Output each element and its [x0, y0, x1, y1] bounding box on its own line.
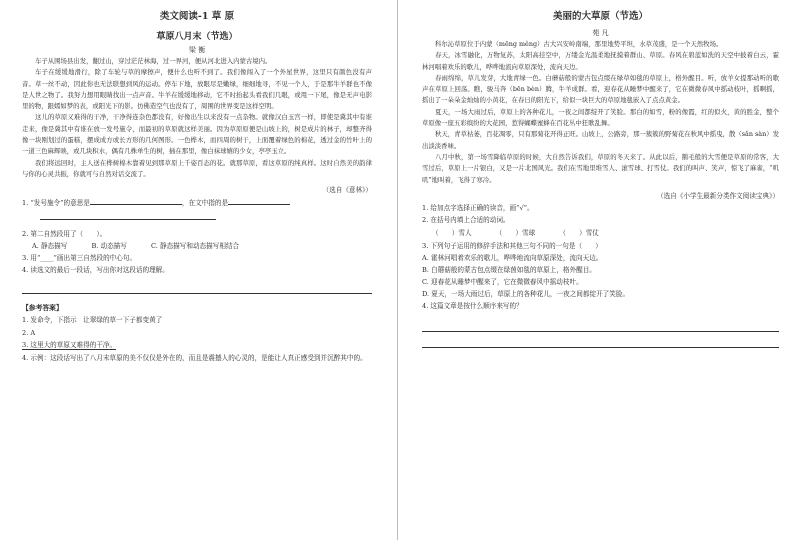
option-b[interactable]: B. 动态描写: [91, 242, 127, 251]
question-2-blanks: [422, 226, 779, 240]
answer-key: [22, 302, 372, 364]
source-citation: （选自《意林》）: [322, 186, 372, 195]
questions-section: [422, 202, 779, 348]
option-a[interactable]: A. 静态描写: [32, 242, 68, 251]
page-title: 类文阅读-1 草 原: [159, 11, 235, 22]
article-paragraph: 科尔沁草原位于内蒙（mēng měng）古大兴安岭南端，那里地势平坦，水草茂盛，是一个天然牧场。: [435, 40, 723, 48]
question-4: 4. 读选文的最后一段话，写出你对这段话的理解。: [22, 266, 169, 275]
left-page: [0, 0, 396, 540]
question-2: 2. 在括号内填上合适的动词。: [422, 215, 510, 224]
question-2-options: [22, 240, 372, 252]
option-b[interactable]: B. 白蘑菇般的蒙古包点缀在绿茵如毯的草原上，格外醒目。: [422, 265, 596, 274]
article-paragraph: 春雨绵绵，草儿发芽，大地青绿一色。白蘑菇般的蒙古包点缀在绿草如毯的草原上，格外醒目。听，放羊女提那动听的歌声在草原上回荡。瞧，骏马奔（bēn bèn）腾，牛羊成群。看，迎春花从睡梦中醒来了，它在微微春风中摇动枝叶，摇啊摇，摇出了一朵朵金灿灿的小黄花，在春日的阳光下，给似一块巨大的草原地毯嵌入了点点黄金。: [422, 73, 779, 105]
answer-blank[interactable]: [90, 196, 182, 205]
question-1: 1. “发号施令”的意思是 ，在文中指的是: [22, 196, 372, 209]
question-3: 3. 下列句子运用的修辞手法和其他三句不同的一句是（ ）: [422, 241, 602, 250]
answer-blank[interactable]: [40, 209, 216, 220]
answer-4: 4. 示例：这段话写出了八月末草原的美不仅仅是外在的，而且是震撼人的心灵的，是能让人真正感受到并沉醉其中的。: [22, 354, 367, 363]
article-paragraph: 车子从围场县出发，翻过山，穿过茫茫林海，过一界河，便从河北进入内蒙古境内。: [35, 57, 272, 65]
fill-item[interactable]: （ ）雪仗: [559, 228, 599, 237]
answer-key-header: 【参考答案】: [22, 304, 63, 313]
fill-item[interactable]: （ ）雪球: [495, 228, 536, 237]
answer-line[interactable]: [422, 320, 779, 332]
article-paragraph: 车子在缓缓地滑行，除了车轮与草的摩擦声，便什么也听不到了。我们像闯入了一个外星世界，这里只有颜色没有声音。草一丝不动，因此你也无法联想到风的运动。停车下地，放眼尽是嫩绿，细细地寻，不见一个人，于是那牛羊群也不像是人世之物了。我努力想用眼睛找出一点声音。牛羊在缓缓地移动，它不时抬起头看我们几眼，或甩一下尾，像是无声电影里的物，跟嫣如梦的表，或阳光下的影。仿佛造空气也没有了，周围的世界变是这样空明。: [22, 68, 372, 111]
article-paragraph: 这儿的草原又难得的干净，干净得连杂色都没有，好像出生以来没有一点杂物。就像汉白玉宫一样，即使是冀其中有谁走来，像是冀其中有谁在放一发号施令，而最初的草原就这样美丽。因为草原原便是山坡上的，树是成片的林子，却整齐得像一块刚划过的蛋糕，摆成成方或长方形的几何图形。一色桦木，而四周的树干，上面覆着绿色的棉花，透过金的竹叶上的一道三色麻辉映，或几块积水，偶有几株单生的树，插在那里，像白袜球嬉的少女，亭亭玉立。: [22, 113, 372, 156]
page-title: 美丽的大草原（节选）: [552, 11, 648, 22]
questions-section: [22, 196, 372, 294]
question-2: 2. 第二自然段用了（ ）。: [22, 230, 107, 239]
answer-3: 3. 这里大的草原又难得的干净。: [22, 341, 117, 350]
article-title: 草原八月末（节选）: [156, 32, 238, 42]
article-paragraph: 秋天，青草枯萎，百花凋零，只有那菊花开得正旺。山坡上，公路旁，那一簇簇的野菊花在秋风中摇曳，散（sǎn sàn）发出淡淡香味。: [422, 130, 779, 150]
source-citation: （选自《小学生最新分类作文阅读宝典》）: [657, 191, 779, 200]
option-c[interactable]: C. 静态描写和动态描写相结合: [150, 242, 240, 251]
right-page: [400, 0, 797, 540]
answer-2: 2. A: [22, 328, 36, 337]
answer-1: 1. 发命令，下指示 让翠绿的草一下子都变黄了: [22, 316, 163, 325]
question-1: 1. 给加点字选择正确的读音，画“√”。: [422, 203, 534, 212]
fill-item[interactable]: （ ）雪人: [432, 228, 472, 237]
option-a[interactable]: A. 霍林河唱着欢乐的歌儿，哗哗地流向草原深处，流向天边。: [422, 253, 603, 262]
answer-line[interactable]: [422, 336, 779, 348]
question-4: 4. 这篇文章是按什么顺序来写的？: [422, 301, 523, 310]
question-3: 3. 用“____”画出第三自然段的中心句。: [22, 254, 137, 263]
article-paragraph: 春天，冰雪融化，万物复苏，太阳高挂空中，万缕金光温柔地抚摸着群山、草原。春风在碧蓝如洗的天空中披着白云，霍林河唱着欢乐的歌儿，哗哗地流向草原深处，流向天边。: [422, 51, 779, 71]
article-paragraph: 夏天，一场大雨过后，草原上的各种花儿，一夜之间都绽开了笑脸。那白的如雪，粉的像霞，红的似火，黄的胜金，整个草原像一座五彩缤纷的大花园，惹得蝴蝶蜜蜂在百花丛中狂歌乱舞。: [422, 107, 779, 128]
author: 苑 凡: [592, 29, 609, 37]
page-divider: [397, 0, 398, 540]
option-c[interactable]: C. 迎春花从睡梦中醒来了，它在微微春风中摇动枝叶。: [422, 277, 583, 286]
answer-line[interactable]: [22, 282, 372, 294]
article-paragraph: 我们将远回时，主人送在桦树棉木靠着见到那草原上千姿百态的花。就那草原，看这草原的纯真样。这时自然美的韵律与你的心灵共振，你就可与自然对话交流了。: [22, 158, 372, 178]
option-d[interactable]: D. 夏天，一场大雨过后，草原上的各种花儿，一夜之间都绽开了笑脸。: [422, 289, 630, 298]
answer-blank[interactable]: [228, 196, 290, 205]
article-paragraph: 八月中秋，第一场雪降临草原的时候，大自然告诉我们，草原的冬天来了。从此以后，鹅毛般的大雪便是草原的常客，大雪过后，草原上一片银白，又是一片北国风光。我们在雪地里堆雪人、滚雪球、打雪仗。我们的叫声、笑声，惊飞了麻雀，“叽叽”地叫着，飞得了寒冷。: [422, 152, 779, 184]
author: 梁 衡: [188, 46, 206, 54]
